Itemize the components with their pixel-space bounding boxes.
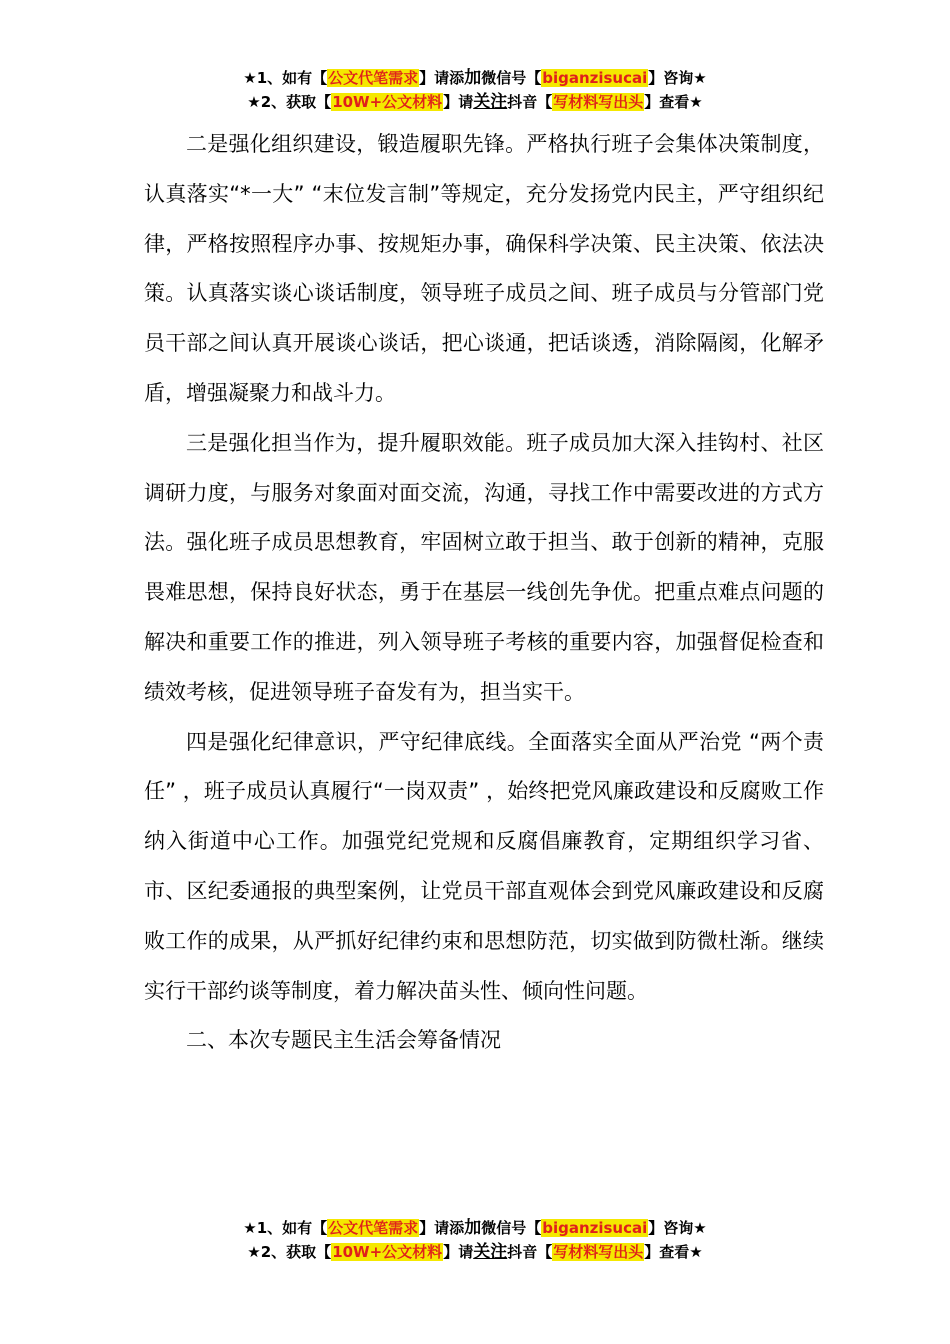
banner-line-2	[0, 90, 950, 114]
footer-banner	[0, 1216, 950, 1264]
banner-text: 关注	[473, 1242, 508, 1262]
paragraph: 三是强化担当作为，提升履职效能。班子成员加大深入挂钩村、社区调研力度，与服务对象面对面交流，沟通，寻找工作中需要改进的方式方法。强化班子成员思想教育，牢固树立敢于担当、敢于创新的精神，克服畏难思想，保持良好状态，勇于在基层一线创先争优。把重点难点问题的解决和重要工作的推进，列入领导班子考核的重要内容，加强督促检查和绩效考核，促进领导班子奋发有为，担当实干。	[144, 430, 824, 704]
document-body	[144, 120, 824, 1066]
banner-text: 抖音【	[507, 1243, 553, 1261]
banner-text: 抖音【	[507, 93, 553, 111]
banner-highlight: 公文代笔需求	[328, 69, 419, 87]
banner-text: ★1、如有【	[243, 1219, 328, 1237]
header-banner	[0, 66, 950, 114]
banner-text: 】查看★	[644, 1243, 703, 1261]
banner-douyin-id: 写材料写出头	[553, 93, 644, 111]
banner-wechat-id: biganzisucai	[542, 69, 648, 87]
banner-text: 微信号【	[481, 1219, 542, 1237]
banner-line-1	[0, 1216, 950, 1240]
banner-line-1	[0, 66, 950, 90]
banner-text: 】请	[443, 93, 474, 111]
banner-text: 】咨询★	[648, 69, 707, 87]
banner-highlight: 10W+公文材料	[332, 1243, 443, 1261]
banner-highlight: 公文代笔需求	[328, 1219, 419, 1237]
banner-text: 微信号【	[481, 69, 542, 87]
banner-text: 加	[464, 1218, 482, 1238]
banner-text: 】请	[443, 1243, 474, 1261]
paragraph: 二是强化组织建设，锻造履职先锋。严格执行班子会集体决策制度，认真落实“*一大” “末位发言制”等规定，充分发扬党内民主，严守组织纪律，严格按照程序办事、按规矩办事，确保科学决策、民主决策、依法决策。认真落实谈心谈话制度，领导班子成员之间、班子成员与分管部门党员干部之间认真开展谈心谈话，把心谈通，把话谈透，消除隔阂，化解矛盾，增强凝聚力和战斗力。	[144, 132, 824, 405]
banner-text: 】咨询★	[648, 1219, 707, 1237]
banner-text: 加	[464, 68, 482, 88]
banner-wechat-id: biganzisucai	[542, 1219, 648, 1237]
banner-text: ★2、获取【	[247, 93, 332, 111]
banner-text: 】请添	[419, 69, 465, 87]
banner-text: 】请添	[419, 1219, 465, 1237]
banner-highlight: 10W+公文材料	[332, 93, 443, 111]
banner-line-2	[0, 1240, 950, 1264]
banner-text: ★2、获取【	[247, 1243, 332, 1261]
section-heading: 二、本次专题民主生活会筹备情况	[186, 1028, 501, 1053]
banner-text: 】查看★	[644, 93, 703, 111]
banner-text: ★1、如有【	[243, 69, 328, 87]
banner-text: 关注	[473, 92, 508, 112]
paragraph: 四是强化纪律意识，严守纪律底线。全面落实全面从严治党 “两个责任” ，班子成员认真履行“一岗双责” ，始终把党风廉政建设和反腐败工作纳入街道中心工作。加强党纪党规和反腐倡廉教育，定期组织学习省、市、区纪委通报的典型案例，让党员干部直观体会到党风廉政建设和反腐败工作的成果，从严抓好纪律约束和思想防范，切实做到防微杜渐。继续实行干部约谈等制度，着力解决苗头性、倾向性问题。	[144, 729, 824, 1003]
banner-douyin-id: 写材料写出头	[553, 1243, 644, 1261]
